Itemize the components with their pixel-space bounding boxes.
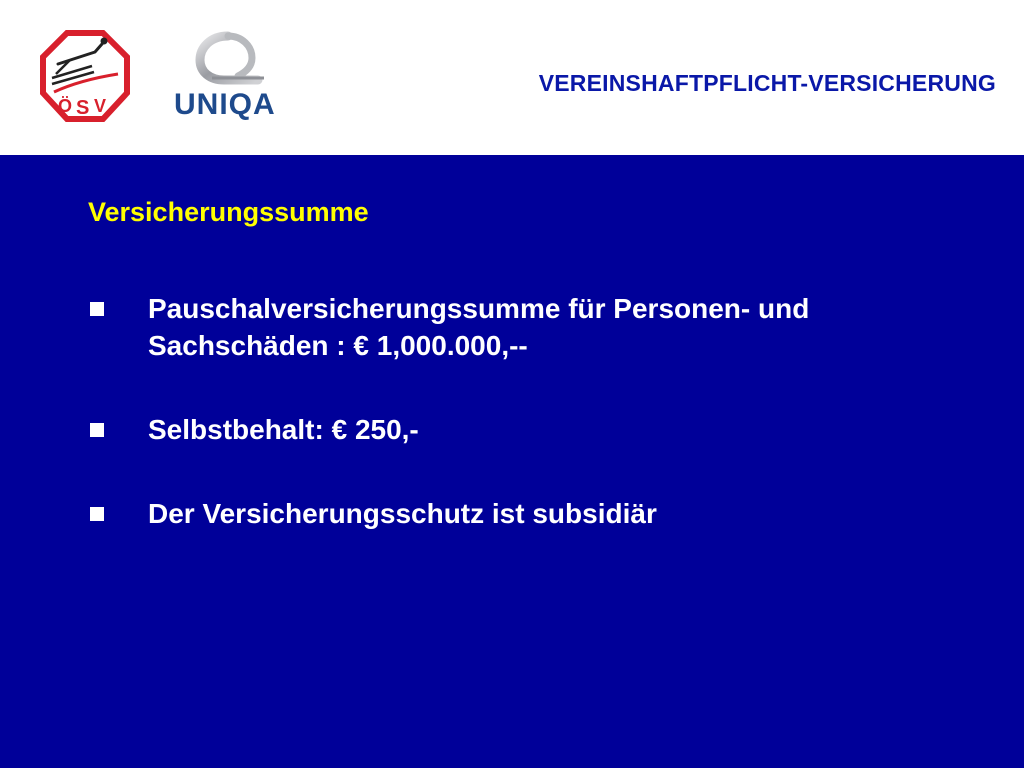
uniqa-logo-icon — [168, 30, 288, 122]
svg-text:Ö: Ö — [58, 96, 73, 116]
square-bullet-icon — [90, 507, 104, 521]
square-bullet-icon — [90, 302, 104, 316]
bullet-text-line1: Pauschalversicherungssumme für Personen- und — [148, 293, 810, 324]
svg-text:V: V — [94, 96, 107, 116]
svg-text:UNIQA: UNIQA — [174, 88, 276, 121]
bullet-text-line1: Der Versicherungsschutz ist subsidiär — [148, 498, 657, 529]
square-bullet-icon — [90, 423, 104, 437]
bullet-text-line1: Selbstbehalt: € 250,- — [148, 414, 419, 445]
section-heading: Versicherungssumme — [88, 197, 369, 227]
slide-content — [0, 155, 1024, 768]
bullet-text-line2: Sachschäden : € 1,000.000,-- — [148, 330, 528, 361]
svg-text:S: S — [76, 97, 90, 119]
slide-title: VEREINSHAFTPFLICHT-VERSICHERUNG — [538, 70, 996, 96]
oesv-logo-icon — [40, 30, 130, 126]
bullet-item-subsidiary — [88, 495, 988, 532]
bullet-item-sum-insured — [88, 290, 988, 364]
bullet-item-deductible — [88, 411, 988, 448]
slide-header — [0, 0, 1024, 155]
bullet-list — [88, 290, 988, 579]
